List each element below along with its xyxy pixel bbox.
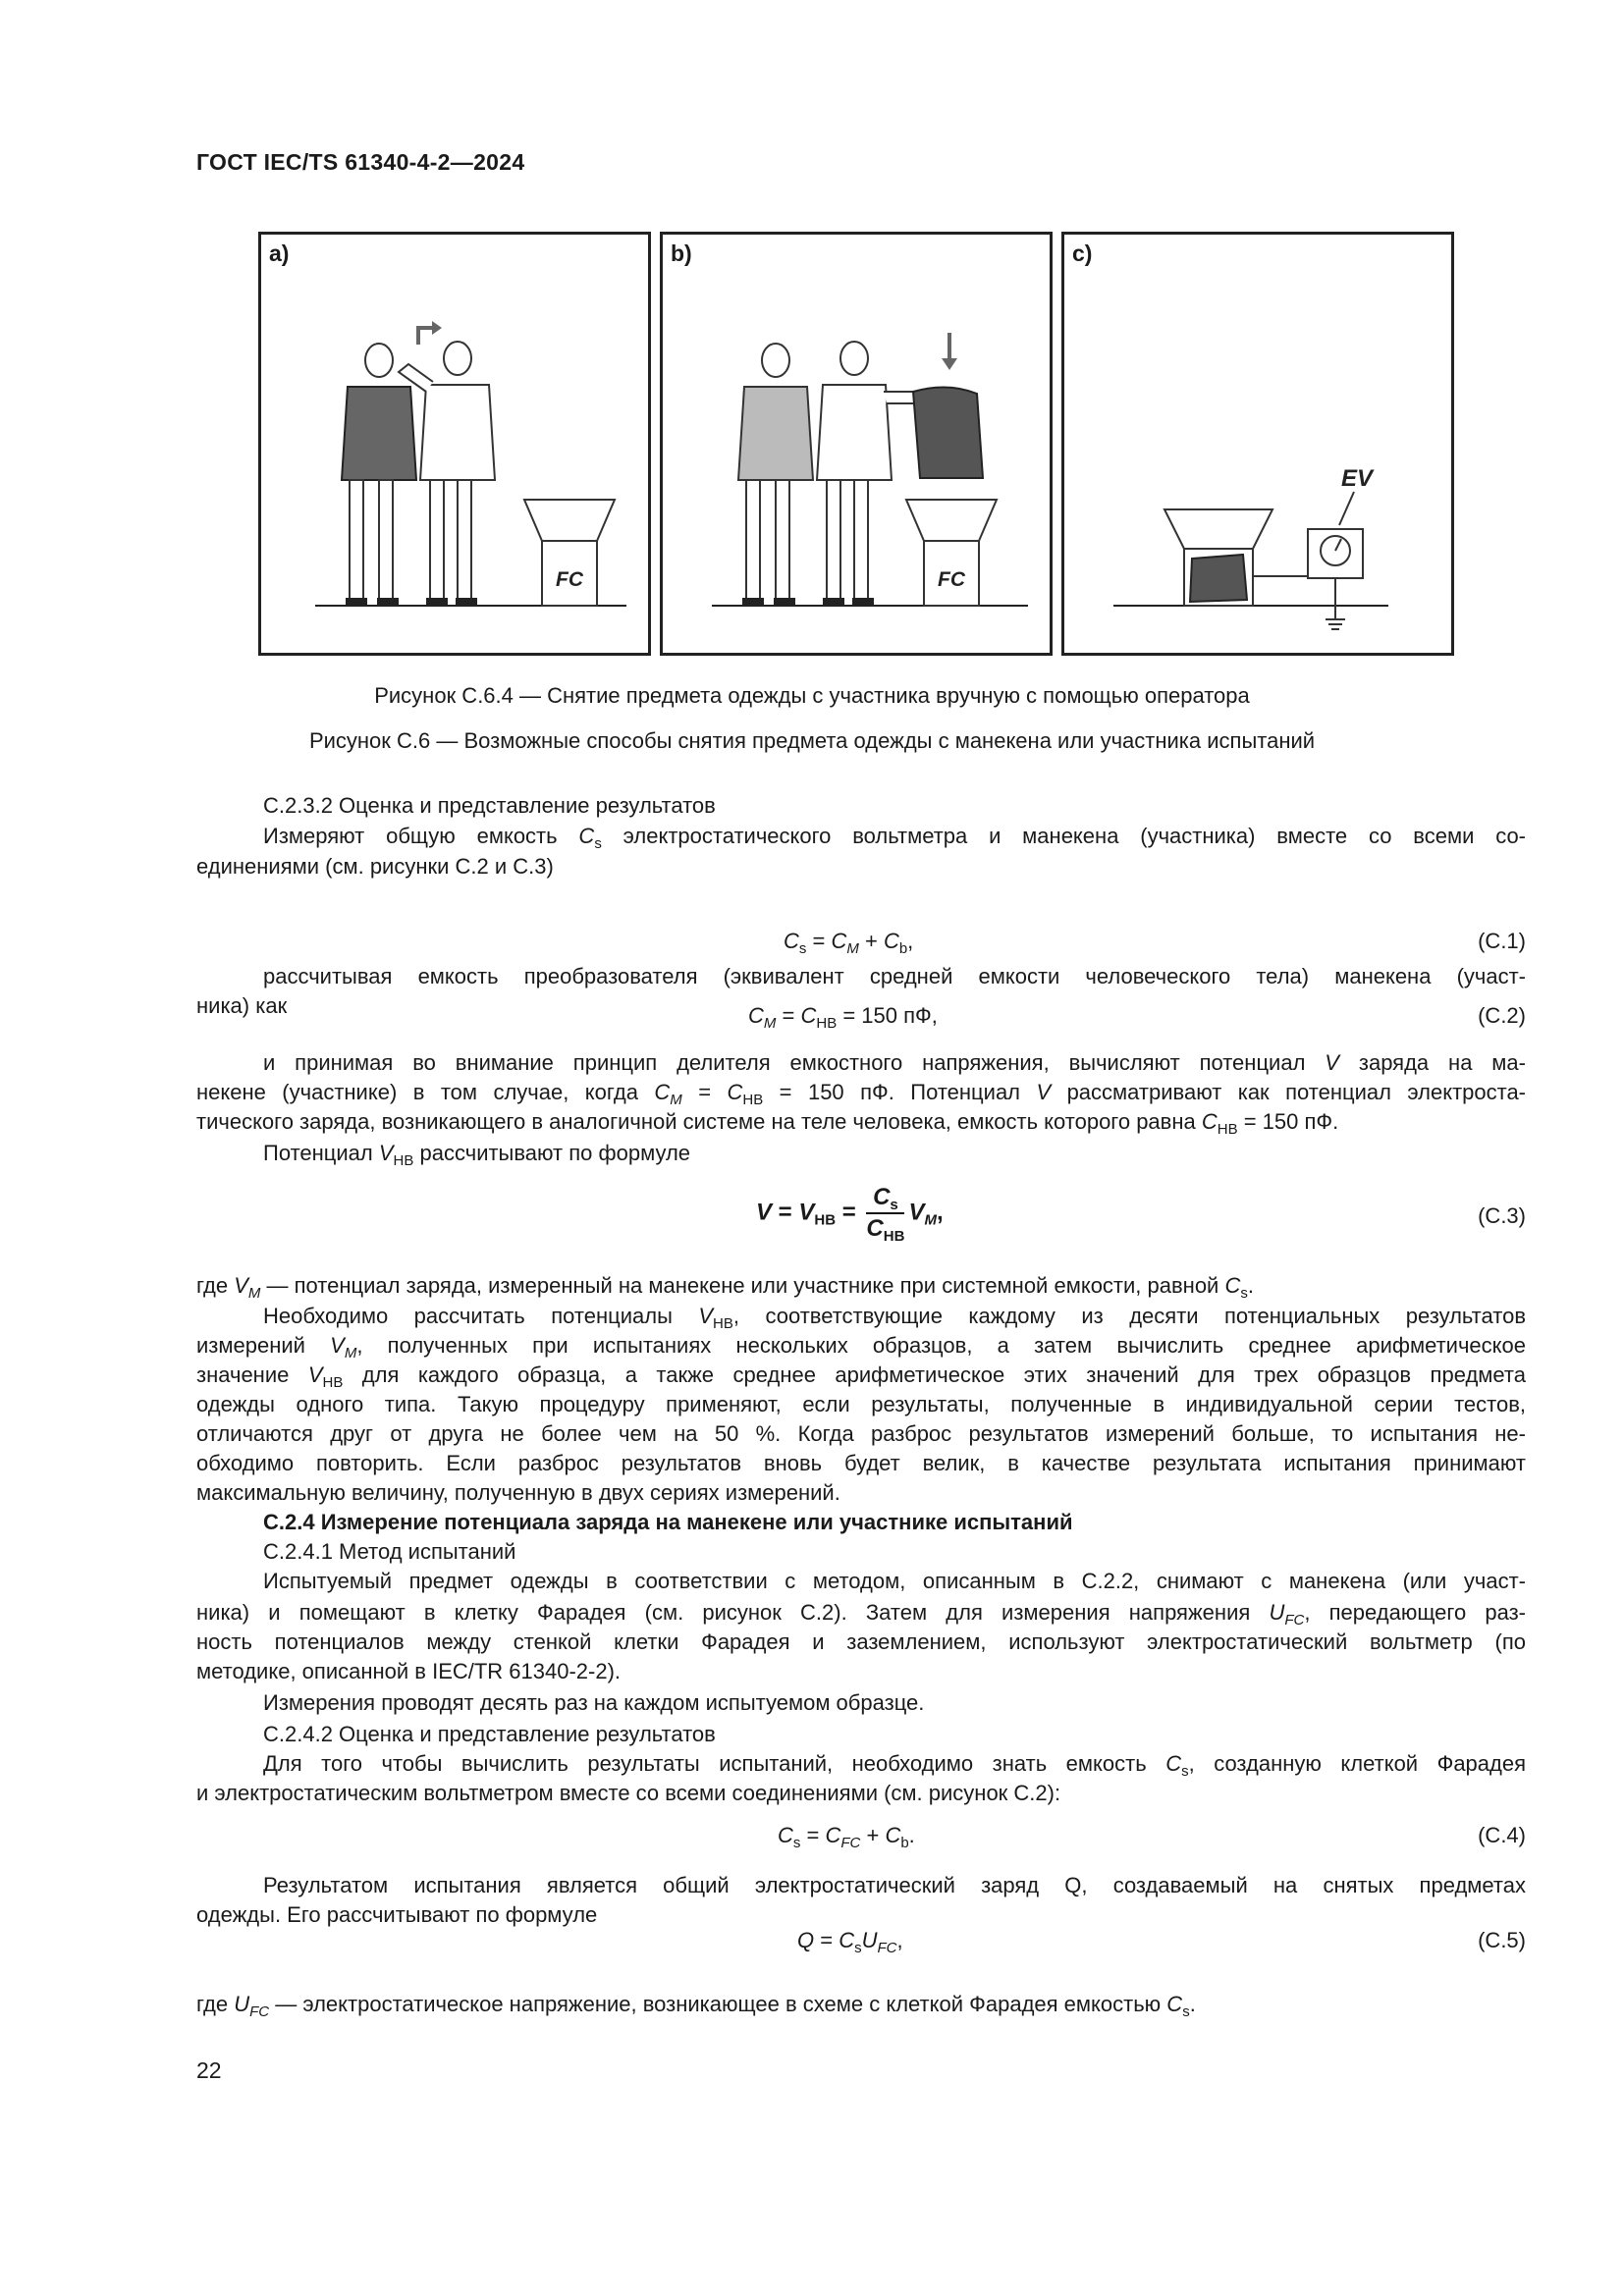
faraday-cup-label: FC <box>556 568 583 591</box>
paragraph: Необходимо рассчитать потенциалы $V_{HB}$, соответствующие каждому из десяти потенциальных результатов <box>263 1304 1527 1332</box>
panel-label: b) <box>671 240 692 266</box>
paragraph-line: одежды. Его рассчитывают по формуле <box>196 1902 598 1927</box>
section-heading-c24: С.2.4 Измерение потенциала заряда на манекене или участнике испытаний <box>263 1510 1073 1534</box>
figure-panel-b <box>660 232 1053 656</box>
paragraph-line: обходимо повторить. Если разброс результатов вновь будет велик, в качестве результата испытания принимают <box>196 1451 1526 1475</box>
paragraph-line: одежды одного типа. Такую процедуру применяют, если результаты, полученные в индивидуальной серии тестов, <box>196 1392 1526 1416</box>
paragraph: рассчитывая емкость преобразователя (эквивалент средней емкости человеческого тела) манекена (участ- <box>263 964 1526 988</box>
paragraph-line: максимальную величину, полученную в двух сериях измерений. <box>196 1480 840 1505</box>
paragraph: где $U_{FC}$ — электростатическое напряжение, возникающее в схеме с клеткой Фарадея емкостью $C_s$. <box>196 1992 1196 2020</box>
panel-a-illustration <box>261 235 654 659</box>
equation-number: (С.3) <box>1478 1203 1526 1228</box>
equation-c2: $C_M = C_{HB} = 150$ пФ, <box>748 1003 938 1032</box>
paragraph-line: единениями (см. рисунки С.2 и С.3) <box>196 854 554 879</box>
paragraph: где $V_M$ — потенциал заряда, измеренный на манекене или участнике при системной емкости, равной $C_s$. <box>196 1273 1254 1302</box>
equation-c5: $Q = C_sU_{FC}$, <box>797 1928 903 1956</box>
paragraph-line: методике, описанной в IEC/TR 61340-2-2). <box>196 1659 622 1683</box>
panel-label: a) <box>269 240 290 266</box>
panel-label: c) <box>1072 240 1093 266</box>
equation-c4: $C_s = C_{FC} + C_b$. <box>778 1823 915 1851</box>
paragraph-line: отличаются друг от друга не более чем на 50 %. Когда разброс результатов измерений больше, то испытания не- <box>196 1421 1526 1446</box>
paragraph: Для того чтобы вычислить результаты испытаний, необходимо знать емкость $C_s$, созданную клеткой Фарадея <box>263 1751 1527 1780</box>
paragraph-line: некене (участнике) в том случае, когда $C_M = C_{HB} = 150$ пФ. Потенциал V рассматривают как потенциал электроста- <box>196 1080 1527 1108</box>
paragraph: и принимая во внимание принцип делителя емкостного напряжения, вычисляют потенциал V заряда на ма- <box>263 1050 1526 1075</box>
panel-b-illustration <box>663 235 1056 659</box>
paragraph-line: ника) и помещают в клетку Фарадея (см. рисунок С.2). Затем для измерения напряжения $U_{FC}$, передающего раз- <box>196 1600 1527 1629</box>
panel-c-illustration <box>1064 235 1457 659</box>
paragraph-line: и электростатическим вольтметром вместе со всеми соединениями (см. рисунок С.2): <box>196 1781 1061 1805</box>
figure-caption: Рисунок С.6 — Возможные способы снятия предмета одежды с манекена или участника испытаний <box>308 728 1316 753</box>
page-number: 22 <box>196 2057 222 2083</box>
equation-c1: $C_s = C_M + C_b$, <box>784 929 914 957</box>
section-heading-c242: С.2.4.2 Оценка и представление результатов <box>263 1722 716 1746</box>
section-heading-c241: С.2.4.1 Метод испытаний <box>263 1539 516 1564</box>
paragraph-line: тического заряда, возникающего в аналогичной системе на теле человека, емкость которого равна $C_{HB} = 150$ пФ. <box>196 1109 1339 1138</box>
equation-c3: $V = V_{HB}$ = $\frac{C_s}{C_{HB}}$ $V_M$, <box>756 1184 944 1245</box>
paragraph-line: измерений $V_M$, полученных при испытаниях нескольких образцов, а затем вычислить среднее арифметическое <box>196 1333 1526 1362</box>
section-heading-c232: С.2.3.2 Оценка и представление результатов <box>263 793 716 818</box>
paragraph: Потенциал $V_{HB}$ рассчитывают по формуле <box>263 1141 691 1169</box>
equation-number: (С.5) <box>1478 1928 1526 1952</box>
paragraph-line: ника) как <box>196 993 288 1018</box>
paragraph-line: значение $V_{HB}$ для каждого образца, а также среднее арифметическое этих значений для трех образцов предмета <box>196 1362 1526 1391</box>
paragraph: Испытуемый предмет одежды в соответствии с методом, описанным в С.2.2, снимают с манекена (или участ- <box>263 1569 1526 1593</box>
equation-number: (С.1) <box>1478 929 1526 953</box>
voltmeter-label: EV <box>1340 465 1374 492</box>
figure-panel-a <box>258 232 651 656</box>
figure-panel-c <box>1061 232 1454 656</box>
paragraph: Измерения проводят десять раз на каждом испытуемом образце. <box>263 1690 925 1715</box>
equation-number: (С.4) <box>1478 1823 1526 1847</box>
document-header: ГОСТ IEC/TS 61340-4-2—2024 <box>196 149 525 175</box>
paragraph: Измеряют общую емкость $C_s$ электростатического вольтметра и манекена (участника) вместе со всеми со- <box>263 824 1526 852</box>
equation-number: (С.2) <box>1478 1003 1526 1028</box>
paragraph-line: ность потенциалов между стенкой клетки Фарадея и заземлением, используют электростатический вольтметр (по <box>196 1629 1526 1654</box>
figure-subcaption: Рисунок С.6.4 — Снятие предмета одежды с участника вручную с помощью оператора <box>374 683 1250 708</box>
paragraph: Результатом испытания является общий электростатический заряд Q, создаваемый на снятых предметах <box>263 1873 1526 1897</box>
faraday-cup-label: FC <box>938 568 965 591</box>
